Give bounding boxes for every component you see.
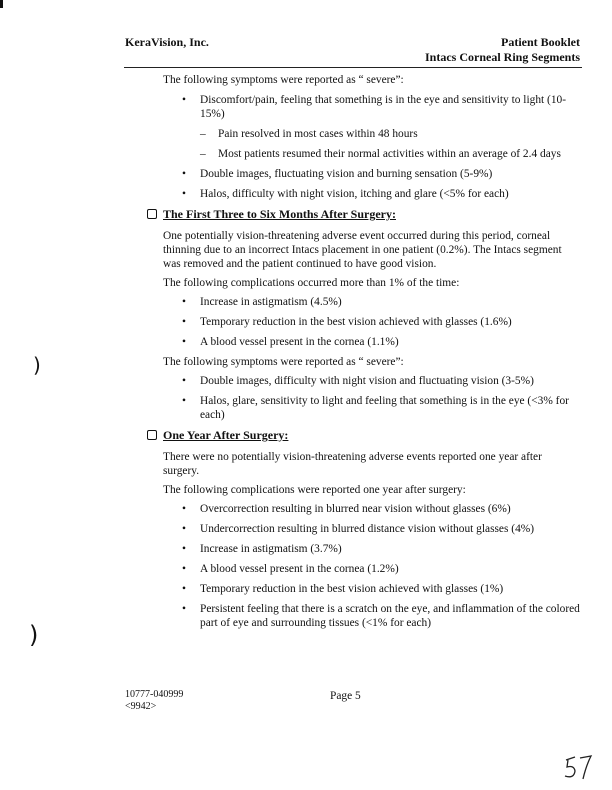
document-code-line: 10777-040999 [125,689,184,700]
checkbox-icon [147,430,157,440]
list-item-text: Discomfort/pain, feeling that something is in the eye and sensitivity to light (10-15%) [200,94,567,120]
complications-intro: The following complications occurred more than 1% of the time: [163,277,460,289]
document-title: Patient Booklet [501,35,580,49]
document-code [125,689,183,713]
sub-list [200,127,580,161]
complications-list [125,295,580,349]
list-item: • Halos, glare, sensitivity to light and feeling that something is in the eye (<3% for each) [125,394,580,422]
list-item: • Double images, fluctuating vision and burning sensation (5-9%) [125,167,580,181]
severe-intro: The following symptoms were reported as “ severe”: [163,74,404,86]
list-item: • Undercorrection resulting in blurred distance vision without glasses (4%) [125,522,580,536]
section-heading [147,428,580,442]
header-rule [124,67,582,68]
document-code-line: <9942> [125,701,157,712]
margin-mark: ) [33,353,41,377]
list-item: • Temporary reduction in the best vision achieved with glasses (1.6%) [125,315,580,329]
list-item: • Halos, difficulty with night vision, itching and glare (<5% for each) [125,187,580,201]
document-subtitle: Intacs Corneal Ring Segments [425,50,580,64]
section-title: One Year After Surgery: [163,428,289,442]
list-item: • Increase in astigmatism (3.7%) [125,542,580,556]
document-header [425,35,580,65]
section-paragraph: There were no potentially vision-threatening adverse events reported one year after surgery. [163,451,542,477]
complications-list [125,502,580,630]
handwritten-page-number [562,752,600,782]
section-heading [147,207,580,221]
scan-edge-mark [0,0,3,8]
margin-mark: ) [29,621,39,649]
section-title: The First Three to Six Months After Surgery: [163,207,396,221]
list-item: • Increase in astigmatism (4.5%) [125,295,580,309]
severe-list [125,93,580,201]
complications-intro: The following complications were reported one year after surgery: [163,484,466,496]
list-item: • Temporary reduction in the best vision achieved with glasses (1%) [125,582,580,596]
severe-intro: The following symptoms were reported as “ severe”: [163,356,404,368]
sub-list-item: – Pain resolved in most cases within 48 hours [200,127,580,141]
page-number: Page 5 [330,690,361,702]
list-item: • Double images, difficulty with night vision and fluctuating vision (3-5%) [125,374,580,388]
page-body [125,73,580,636]
list-item: • Overcorrection resulting in blurred near vision without glasses (6%) [125,502,580,516]
company-name: KeraVision, Inc. [125,35,209,49]
list-item: • A blood vessel present in the cornea (1.1%) [125,335,580,349]
severe-list [125,374,580,422]
checkbox-icon [147,209,157,219]
sub-list-item: – Most patients resumed their normal activities within an average of 2.4 days [200,147,580,161]
list-item: • A blood vessel present in the cornea (1.2%) [125,562,580,576]
section-paragraph: One potentially vision-threatening adverse event occurred during this period, corneal thinning due to an incorrect Intacs placement in one patient (0.2%). The Intacs segment was removed and the patient continued to have good vision. [163,230,562,270]
list-item: • Persistent feeling that there is a scratch on the eye, and inflammation of the colored part of eye and surrounding tissues (<1% for each) [125,602,580,630]
list-item [125,93,580,161]
